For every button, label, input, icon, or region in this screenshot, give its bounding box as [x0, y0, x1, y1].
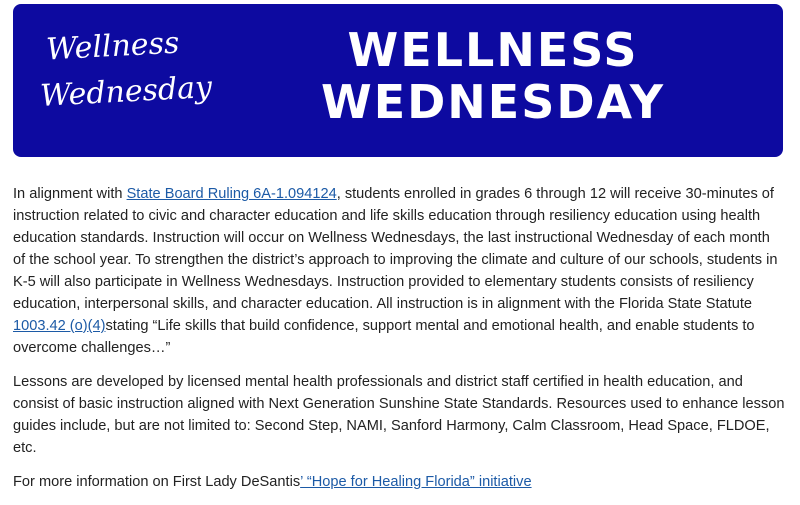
banner-title: [313, 24, 673, 128]
state-board-ruling-link[interactable]: State Board Ruling 6A-1.094124: [126, 186, 337, 202]
banner-script-line-2: Wednesday: [39, 69, 213, 114]
wellness-wednesday-banner: [13, 4, 783, 157]
paragraph-intro-text: In alignment with: [13, 186, 127, 202]
paragraph-tail-text: stating “Life skills that build confidence, support mental and emotional health, and enable students to overcome challenges…”: [13, 318, 755, 356]
paragraph-more-info: [13, 471, 785, 493]
paragraph-alignment: [13, 183, 785, 359]
article-content: [13, 183, 785, 505]
hope-for-healing-link[interactable]: ’ “Hope for Healing Florida” initiative: [300, 474, 532, 490]
banner-script-title: [37, 20, 213, 120]
banner-title-line-2: WEDNESDAY: [320, 75, 666, 129]
statute-link[interactable]: 1003.42 (o)(4): [13, 318, 106, 334]
paragraph-body-text: , students enrolled in grades 6 through 12 will receive 30-minutes of instruction related to civic and character education and life skills education through resiliency education using health education standards. Instruction will occur on Wellness Wednesdays, the last instructional Wednesday of each month of the school year. To strengthen the district’s approach to improving the climate and culture of our schools, students in K-5 will also participate in Wellness Wednesdays. Instruction provided to elementary students consists of resiliency education, interpersonal skills, and character education. All instruction is in alignment with the Florida State Statute: [13, 186, 778, 312]
banner-script-line-1: Wellness: [45, 25, 181, 68]
more-info-text: For more information on First Lady DeSantis: [13, 474, 301, 490]
banner-title-line-1: WELLNESS: [347, 23, 639, 77]
paragraph-lessons: Lessons are developed by licensed mental health professionals and district staff certified in health education, and consist of basic instruction aligned with Next Generation Sunshine State Standards. Resources used to enhance lesson guides include, but are not limited to: Second Step, NAMI, Sanford Harmony, Calm Classroom, Head Space, FLDOE, etc.: [13, 374, 785, 456]
